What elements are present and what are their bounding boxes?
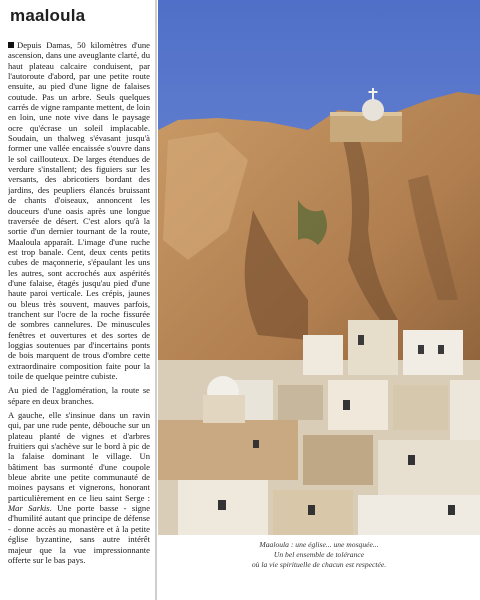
cross-bar [369,91,378,93]
house [203,395,245,423]
window [308,505,315,515]
cross-icon [372,88,374,100]
house [378,440,480,495]
window [438,345,444,354]
article-body [8,40,150,565]
window [408,455,415,465]
article-paragraph-3: A gauche, elle s'insinue dans un ravin qui, par une rude pente, débouche sur un plateau planté de vignes et d'arbres fruitiers qui s'achève sur le bord à pic de la falaise dominant le village. Un bâtiment bas surmonté d'une coupole bleue abrite une petite communauté de moines paysans et vignerons, honorant particulièrement en ce lieu saint Serge : Mar Sarkis. Une porte basse - signe d'humilité autant que principe de défense - donne accès au monastère et à la petite église byzantine, sans autre intérêt majeur que la vue impressionnante offerte sur le bas pays. [8,410,150,565]
window [343,400,350,410]
caption-line-1: Maaloula : une église... une mosquée... [259,540,379,549]
article-column [8,6,150,596]
article-paragraph-1: Depuis Damas, 50 kilomètres d'une ascension, dans une aveuglante clarté, du haut plateau calcaire conduisent, par l'autoroute d'abord, par une petite route ensuite, au pied d'une ligne de falaises coutude. Pas un arbre. Seuls quelques carrés de vigne rampante mettent, de loin en loin, une note vive dans le paysage ocre qu'écrase un soleil implacable. Soudain, un thalweg s'évasant jusqu'à former une vallée encaissée s'ouvre dans le sol caillouteux. De larges étendues de verdure s'installent; des figuiers sur les versants, des abricotiers bordant des jardins, des peupliers élancés bruissant de chants d'oiseaux, annoncent les douceurs d'une oasis après une longue traversée de désert. C'est alors qu'à la sortie d'un dernier tournant de la route, Maaloula apparaît. L'image d'une ruche est trop banale. Cent, deux cents petits cubes de maçonnerie, s'épaulant les uns les autres, sont accrochés aux aspérités d'une falaise, étagés jusqu'au pied d'une haute paroi verticale. Les crépis, jaunes ou bleus très souvent, mauves parfois, tranchent sur l'ocre de la roche fissurée de sombres cannelures. De minuscules fenêtres et ouvertures et des sortes de loggias soutenues par d'incertains ponts de bois marquent de trous d'ombre cette extraordinaire composition faite pour la toile de quelque peintre cubiste. [8,40,150,381]
square-bullet-icon [8,42,14,48]
article-paragraph-2: Au pied de l'agglomération, la route se sépare en deux branches. [8,385,150,406]
maaloula-photo [158,0,480,535]
house [158,420,298,480]
caption-line-2: Un bel ensemble de tolérance [273,550,365,559]
house [450,380,480,440]
house [278,385,323,420]
village-illustration [158,0,480,535]
house [348,320,398,375]
window [418,345,424,354]
photo-caption [158,540,480,570]
article-title: maaloula [10,6,86,25]
house [403,330,463,375]
house [303,435,373,485]
window [253,440,259,448]
window [358,335,364,345]
saint-name: Mar Sarkis [8,503,50,514]
caption-line-3: où la vie spirituelle de chacun est respectée. [251,560,387,569]
column-divider [155,0,157,600]
monastery-dome [362,99,384,121]
house [358,495,480,535]
window [448,505,455,515]
house [393,385,448,430]
house [328,380,388,430]
house [303,335,343,375]
window [218,500,226,510]
